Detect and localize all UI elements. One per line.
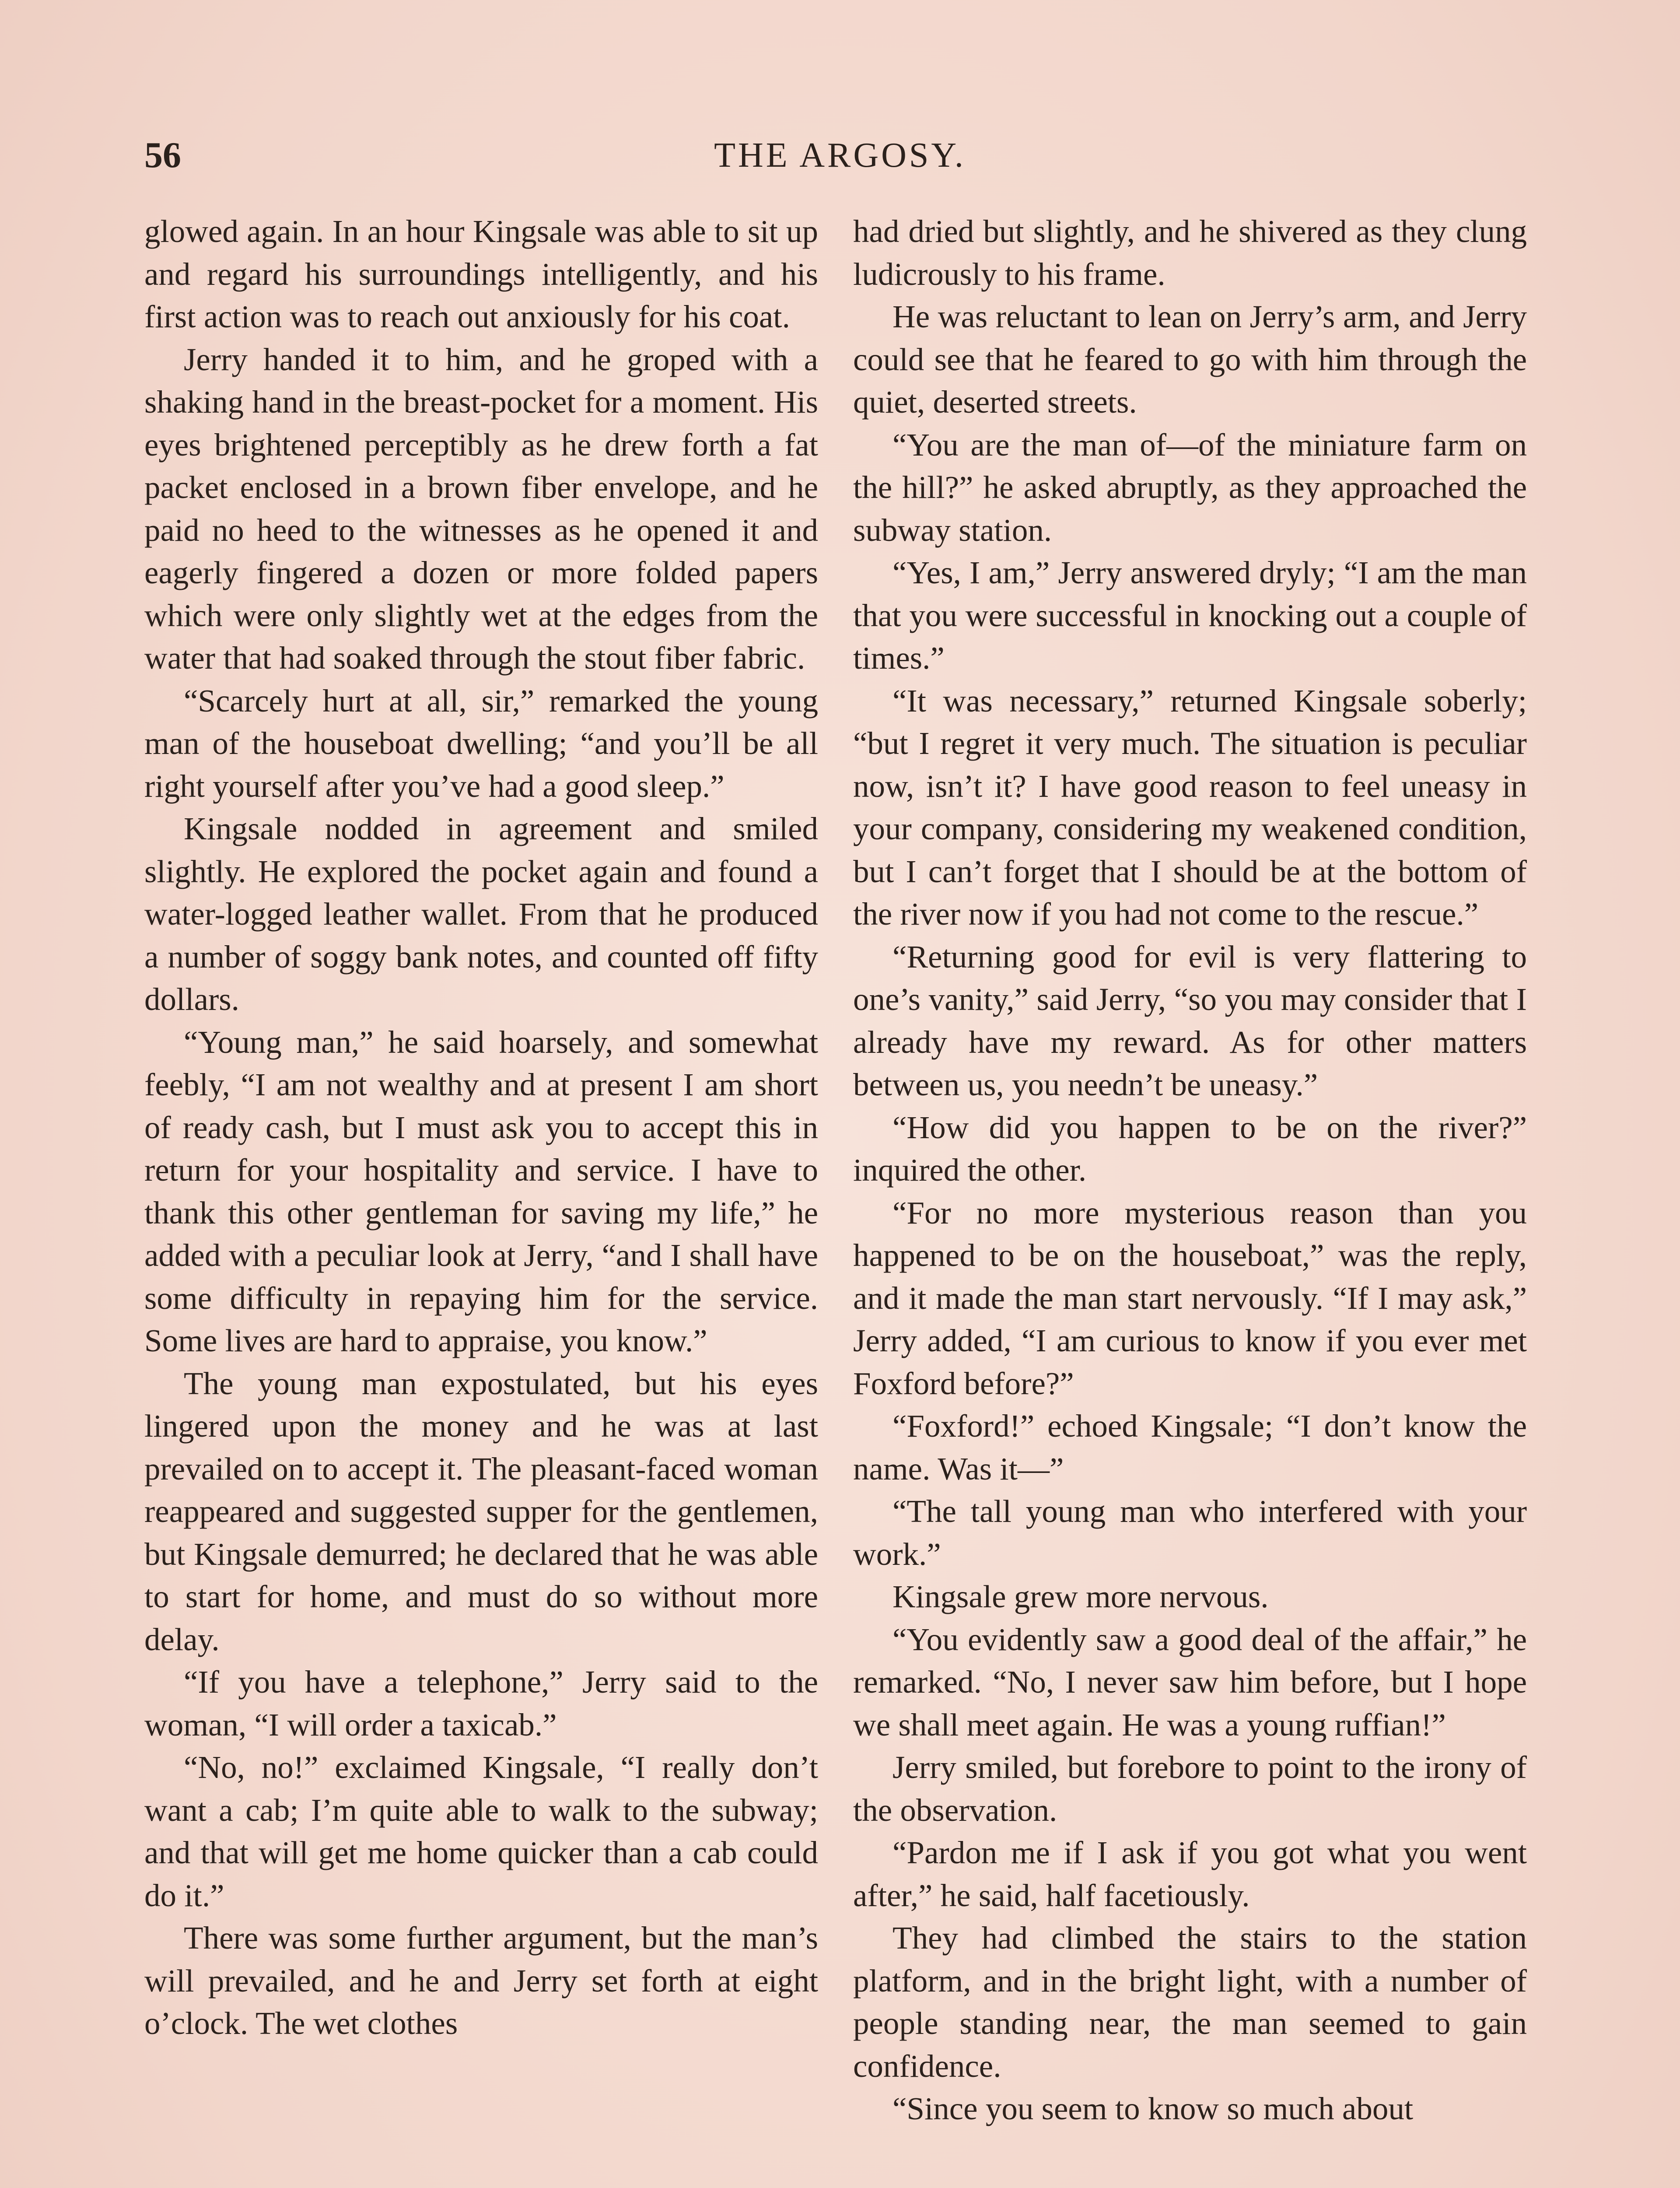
paragraph: “Since you seem to know so much about bbox=[892, 2091, 1414, 2126]
paragraph: Jerry handed it to him, and he groped with a shaking hand in the breast-pocket for a moment. His eyes brightened perceptibly as he drew forth a fat packet enclosed in a brown fiber envelope, and he paid no heed to the witnesses as he opened it and eagerly fingered a dozen or more folded papers which were only slightly wet at the edges from the water that had soaked through the stout fiber fabric. bbox=[144, 341, 818, 676]
paragraph: The young man expostulated, but his eyes lingered upon the money and he was at last prevailed on to accept it. The pleasant-faced woman reappeared and suggested supper for the gentlemen, but Kingsale demurred; he declared that he was able to start for home, and must do so without more delay. bbox=[144, 1365, 818, 1657]
paragraph: “Pardon me if I ask if you got what you went after,” he said, half facetiously. bbox=[853, 1835, 1527, 1913]
paragraph: “You evidently saw a good deal of the affair,” he remarked. “No, I never saw him before, but I hope we shall meet again. He was a young ruffian!” bbox=[853, 1621, 1527, 1743]
page-number: 56 bbox=[144, 135, 181, 175]
paragraph: “No, no!” exclaimed Kingsale, “I really don’t want a cab; I’m quite able to walk to the subway; and that will get me home quicker than a cab could do it.” bbox=[144, 1750, 818, 1913]
paragraph: They had climbed the stairs to the station platform, and in the bright light, with a number of people standing near, the man seemed to gain confidence. bbox=[853, 1920, 1527, 2084]
paragraph: “The tall young man who interfered with your work.” bbox=[853, 1494, 1527, 1572]
paragraph: There was some further argument, but the man’s will prevailed, and he and Jerry set forth at eight o’clock. The wet clothes bbox=[144, 1920, 818, 2041]
paragraph: “Young man,” he said hoarsely, and somewhat feebly, “I am not wealthy and at present I am short of ready cash, but I must ask you to accept this in return for your hospitality and service. I have to thank this other gentleman for saving my life,” he added with a peculiar look at Jerry, “and I shall have some difficulty in repaying him for the service. Some lives are hard to appraise, you know.” bbox=[144, 1024, 818, 1358]
text-column-left bbox=[144, 210, 818, 2045]
paragraph: “If you have a telephone,” Jerry said to the woman, “I will order a taxicab.” bbox=[144, 1664, 818, 1743]
paragraph: “Yes, I am,” Jerry answered dryly; “I am the man that you were successful in knocking out a couple of times.” bbox=[853, 555, 1527, 676]
paragraph: Kingsale nodded in agreement and smiled slightly. He explored the pocket again and found a water-logged leather wallet. From that he produced a number of soggy bank notes, and counted off fifty dollars. bbox=[144, 811, 818, 1017]
text-column-right bbox=[853, 210, 1527, 2130]
paragraph: “You are the man of—of the miniature farm on the hill?” he asked abruptly, as they approached the subway station. bbox=[853, 427, 1527, 548]
paragraph: glowed again. In an hour Kingsale was able to sit up and regard his surroundings intelligently, and his first action was to reach out anxiously for his coat. bbox=[144, 214, 818, 334]
paragraph: “For no more mysterious reason than you happened to be on the houseboat,” was the reply, and it made the man start nervously. “If I may ask,” Jerry added, “I am curious to know if you ever met Foxford before?” bbox=[853, 1195, 1527, 1401]
paragraph: Jerry smiled, but forebore to point to the irony of the observation. bbox=[853, 1750, 1527, 1828]
paragraph: “How did you happen to be on the river?” inquired the other. bbox=[853, 1109, 1527, 1188]
paragraph: Kingsale grew more nervous. bbox=[892, 1579, 1269, 1614]
running-title: THE ARGOSY. bbox=[714, 136, 966, 175]
paragraph: “It was necessary,” returned Kingsale soberly; “but I regret it very much. The situation is peculiar now, isn’t it? I have good reason to feel uneasy in your company, considering my weakened condition, but I can’t forget that I should be at the bottom of the river now if you had not come to the rescue.” bbox=[853, 683, 1527, 932]
paragraph: He was reluctant to lean on Jerry’s arm, and Jerry could see that he feared to go with him through the quiet, deserted streets. bbox=[853, 299, 1527, 420]
paragraph: “Scarcely hurt at all, sir,” remarked the young man of the houseboat dwelling; “and you’ll be all right yourself after you’ve had a good sleep.” bbox=[144, 683, 818, 804]
page-header bbox=[144, 127, 1536, 184]
paragraph: “Foxford!” echoed Kingsale; “I don’t know the name. Was it—” bbox=[853, 1408, 1527, 1487]
paragraph: “Returning good for evil is very flattering to one’s vanity,” said Jerry, “so you may consider that I already have my reward. As for other matters between us, you needn’t be uneasy.” bbox=[853, 939, 1527, 1102]
paragraph: had dried but slightly, and he shivered as they clung ludicrously to his frame. bbox=[853, 214, 1527, 292]
